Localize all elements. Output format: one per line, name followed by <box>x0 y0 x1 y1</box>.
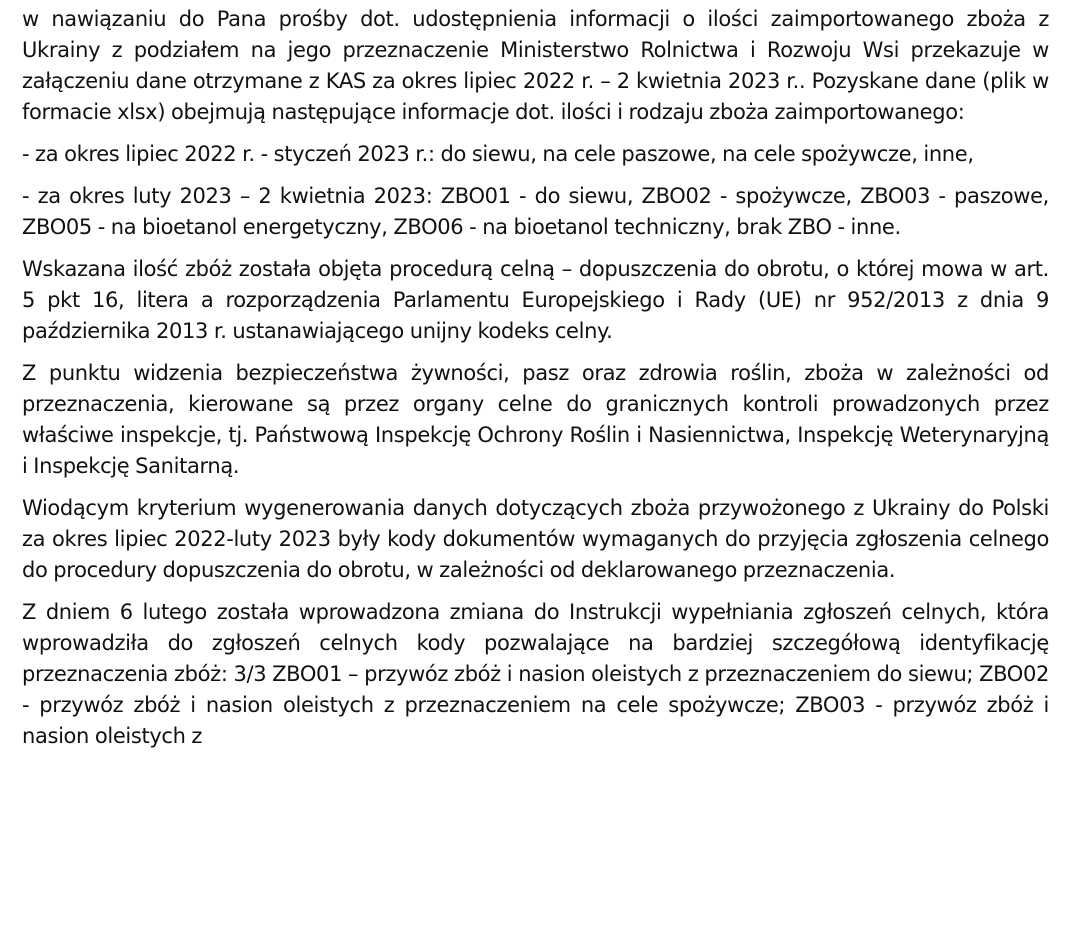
paragraph-period-february-april: - za okres luty 2023 – 2 kwietnia 2023: ZBO01 - do siewu, ZBO02 - spożywcze, ZBO03 - paszowe, ZBO05 - na bioetanol energetyczny, ZBO06 - na bioetanol techniczny, brak ZBO - inne. <box>22 184 1049 239</box>
paragraph-intro: w nawiązaniu do Pana prośby dot. udostępnienia informacji o ilości zaimportowanego zboża z Ukrainy z podziałem na jego przeznaczenie Ministerstwo Rolnictwa i Rozwoju Wsi przekazuje w załączeniu dane otrzymane z KAS za okres lipiec 2022 r. – 2 kwietnia 2023 r.. Pozyskane dane (plik w formacie xlsx) obejmują następujące informacje dot. ilości i rodzaju zboża zaimportowanego: <box>22 7 1049 124</box>
document-body <box>22 4 1049 752</box>
paragraph-period-july-january: - za okres lipiec 2022 r. - styczeń 2023 r.: do siewu, na cele paszowe, na cele spożywcze, inne, <box>22 142 974 166</box>
paragraph-criteria: Wiodącym kryterium wygenerowania danych dotyczących zboża przywożonego z Ukrainy do Polski za okres lipiec 2022-luty 2023 były kody dokumentów wymaganych do przyjęcia zgłoszenia celnego do procedury dopuszczenia do obrotu, w zależności od deklarowanego przeznaczenia. <box>22 496 1049 582</box>
paragraph-customs-procedure: Wskazana ilość zbóż została objęta procedurą celną – dopuszczenia do obrotu, o której mowa w art. 5 pkt 16, litera a rozporządzenia Parlamentu Europejskiego i Rady (UE) nr 952/2013 z dnia 9 października 2013 r. ustanawiającego unijny kodeks celny. <box>22 257 1049 343</box>
paragraph-food-safety: Z punktu widzenia bezpieczeństwa żywności, pasz oraz zdrowia roślin, zboża w zależności od przeznaczenia, kierowane są przez organy celne do granicznych kontroli prowadzonych przez właściwe inspekcje, tj. Państwową Inspekcję Ochrony Roślin i Nasiennictwa, Inspekcję Weterynaryjną i Inspekcję Sanitarną. <box>22 361 1049 478</box>
paragraph-instruction-change: Z dniem 6 lutego została wprowadzona zmiana do Instrukcji wypełniania zgłoszeń celnych, która wprowadziła do zgłoszeń celnych kody pozwalające na bardziej szczegółową identyfikację przeznaczenia zbóż: 3/3 ZBO01 – przywóz zbóż i nasion oleistych z przeznaczeniem do siewu; ZBO02 - przywóz zbóż i nasion oleistych z przeznaczeniem na cele spożywcze; ZBO03 - przywóz zbóż i nasion oleistych z <box>22 600 1049 748</box>
